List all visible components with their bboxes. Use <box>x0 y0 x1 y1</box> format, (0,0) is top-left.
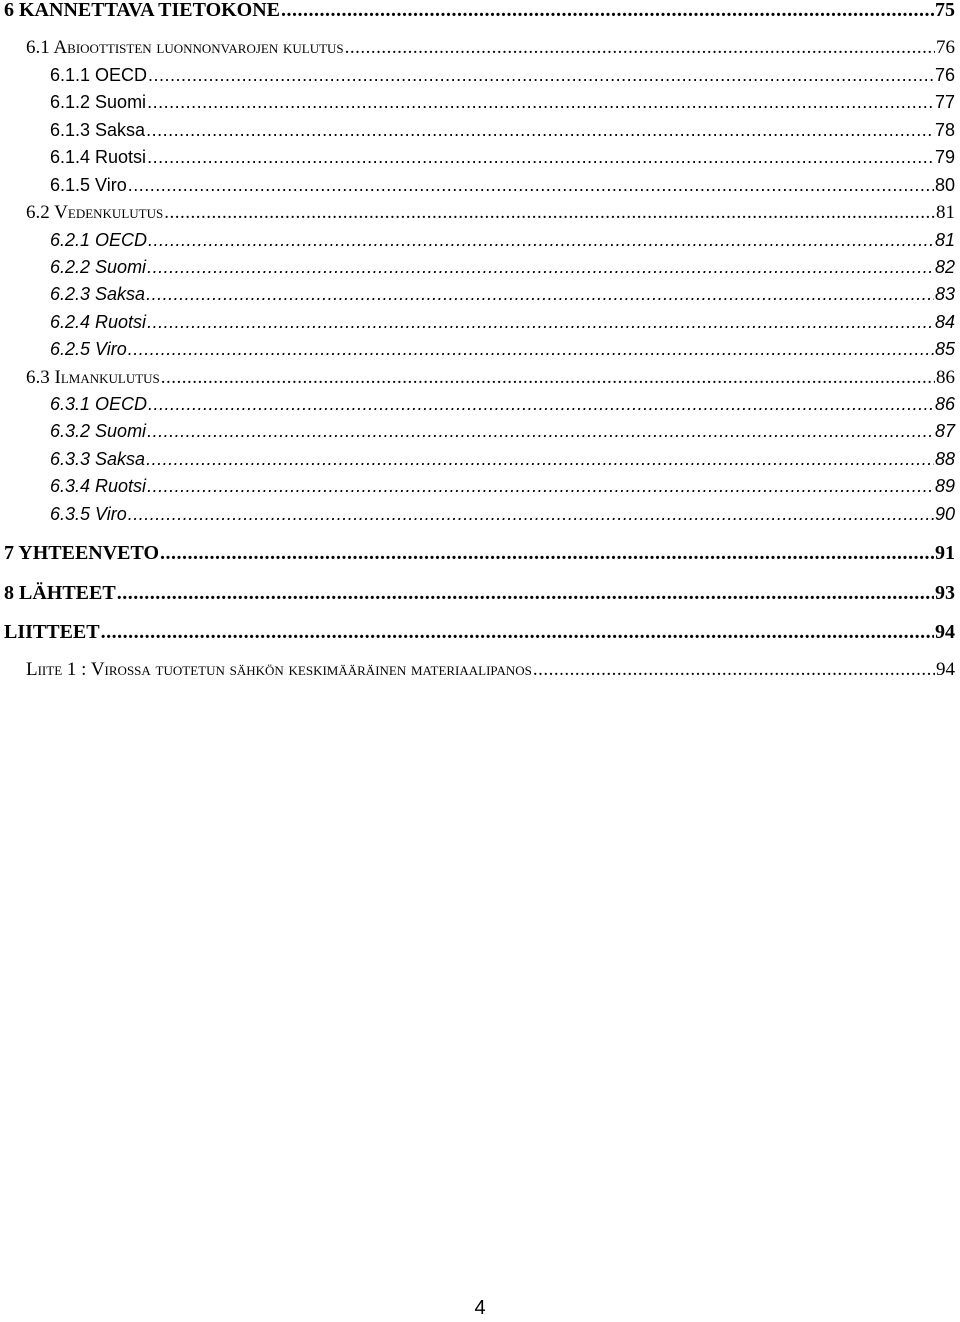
toc-entry[interactable] <box>50 93 955 111</box>
dot-leader <box>164 203 935 222</box>
toc-entry-title: Liite 1 : Virossa tuotetun sähkön keskimääräinen materiaalipanos <box>26 659 532 680</box>
toc-entry-title: 6.2.1 OECD <box>50 230 148 250</box>
toc-entry-title: 6.3.2 Suomi <box>50 421 147 441</box>
toc-entry[interactable] <box>26 368 955 387</box>
toc-entry-page: 94 <box>936 659 955 680</box>
toc-entry[interactable] <box>50 176 955 194</box>
dot-leader <box>281 0 934 20</box>
toc-entry-page: 90 <box>934 504 955 524</box>
toc-entry-title: 6.2.4 Ruotsi <box>50 312 147 332</box>
dot-leader <box>160 543 934 563</box>
toc-entry-page: 77 <box>934 92 955 112</box>
toc-entry-title: 6.1.3 Saksa <box>50 120 146 140</box>
toc-entry[interactable] <box>50 340 955 358</box>
toc-entry-page: 85 <box>934 339 955 359</box>
toc-entry-title: 6.2.2 Suomi <box>50 257 147 277</box>
toc-entry-page: 94 <box>935 621 955 643</box>
dot-leader <box>148 231 934 249</box>
toc-entry-title: 7 YHTEENVETO <box>4 542 160 564</box>
toc-entry[interactable] <box>50 285 955 303</box>
toc-entry[interactable] <box>4 543 955 563</box>
toc-entry[interactable] <box>4 0 955 20</box>
dot-leader <box>146 285 934 303</box>
toc-entry-title: 6.1.1 OECD <box>50 65 148 85</box>
toc-entry-title: LIITTEET <box>4 621 100 643</box>
toc-entry-page: 76 <box>934 65 955 85</box>
toc-entry-title: 6.2 Vedenkulutus <box>26 202 164 223</box>
toc-entry[interactable] <box>50 148 955 166</box>
dot-leader <box>161 368 935 387</box>
dot-leader <box>147 477 934 495</box>
dot-leader <box>146 121 934 139</box>
toc-entry[interactable] <box>50 477 955 495</box>
toc-entry-page: 93 <box>935 582 955 604</box>
toc-entry-page: 75 <box>935 0 955 21</box>
toc-entry-page: 81 <box>934 230 955 250</box>
toc-entry-page: 86 <box>934 394 955 414</box>
dot-leader <box>147 148 934 166</box>
toc-entry-page: 81 <box>936 202 955 223</box>
dot-leader <box>147 258 934 276</box>
toc-entry-title: 6.3.3 Saksa <box>50 449 146 469</box>
dot-leader <box>146 450 934 468</box>
dot-leader <box>128 176 934 194</box>
toc-entry-page: 80 <box>934 175 955 195</box>
toc-entry-title: 8 LÄHTEET <box>4 582 116 604</box>
toc-entry-title: 6.1.5 Viro <box>50 175 127 195</box>
toc-entry[interactable] <box>50 121 955 139</box>
dot-leader <box>128 505 934 523</box>
toc-entry[interactable] <box>50 450 955 468</box>
page-number: 4 <box>474 1297 486 1319</box>
toc-entry-title: 6.1.2 Suomi <box>50 92 147 112</box>
toc-entry[interactable] <box>26 203 955 222</box>
toc-entry[interactable] <box>50 422 955 440</box>
toc-entry[interactable] <box>50 313 955 331</box>
toc-entry[interactable] <box>26 38 955 57</box>
toc-entry-title: 6.2.3 Saksa <box>50 284 146 304</box>
dot-leader <box>148 395 934 413</box>
dot-leader <box>147 93 934 111</box>
toc-entry[interactable] <box>4 583 955 603</box>
toc-entry[interactable] <box>50 231 955 249</box>
toc-entry[interactable] <box>50 66 955 84</box>
dot-leader <box>147 422 934 440</box>
toc-entry[interactable] <box>50 505 955 523</box>
toc-entry-title: 6.3.5 Viro <box>50 504 127 524</box>
toc-entry-title: 6.3.4 Ruotsi <box>50 476 147 496</box>
toc-entry-page: 83 <box>934 284 955 304</box>
dot-leader <box>117 583 934 603</box>
toc-entry-page: 86 <box>936 367 955 388</box>
toc-entry[interactable] <box>50 395 955 413</box>
toc-entry-page: 82 <box>934 257 955 277</box>
toc-entry[interactable] <box>4 622 955 642</box>
toc-entry[interactable] <box>26 660 955 679</box>
toc-entry-title: 6.1 Abioottisten luonnonvarojen kulutus <box>26 37 344 58</box>
dot-leader <box>147 313 934 331</box>
toc-entry-title: 6.3 Ilmankulutus <box>26 367 160 388</box>
dot-leader <box>533 660 935 679</box>
toc-entry-page: 78 <box>934 120 955 140</box>
toc-entry-page: 88 <box>934 449 955 469</box>
toc-entry-page: 89 <box>934 476 955 496</box>
dot-leader <box>148 66 934 84</box>
toc-entry-title: 6.3.1 OECD <box>50 394 148 414</box>
toc-entry-page: 91 <box>935 542 955 564</box>
toc-entry[interactable] <box>50 258 955 276</box>
toc-entry-page: 87 <box>934 421 955 441</box>
toc-entry-page: 84 <box>934 312 955 332</box>
toc-entry-title: 6 KANNETTAVA TIETOKONE <box>4 0 281 21</box>
toc-entry-title: 6.2.5 Viro <box>50 339 127 359</box>
dot-leader <box>101 622 934 642</box>
toc-entry-page: 76 <box>936 37 955 58</box>
dot-leader <box>345 38 935 57</box>
toc-entry-page: 79 <box>934 147 955 167</box>
dot-leader <box>128 340 934 358</box>
toc-entry-title: 6.1.4 Ruotsi <box>50 147 147 167</box>
